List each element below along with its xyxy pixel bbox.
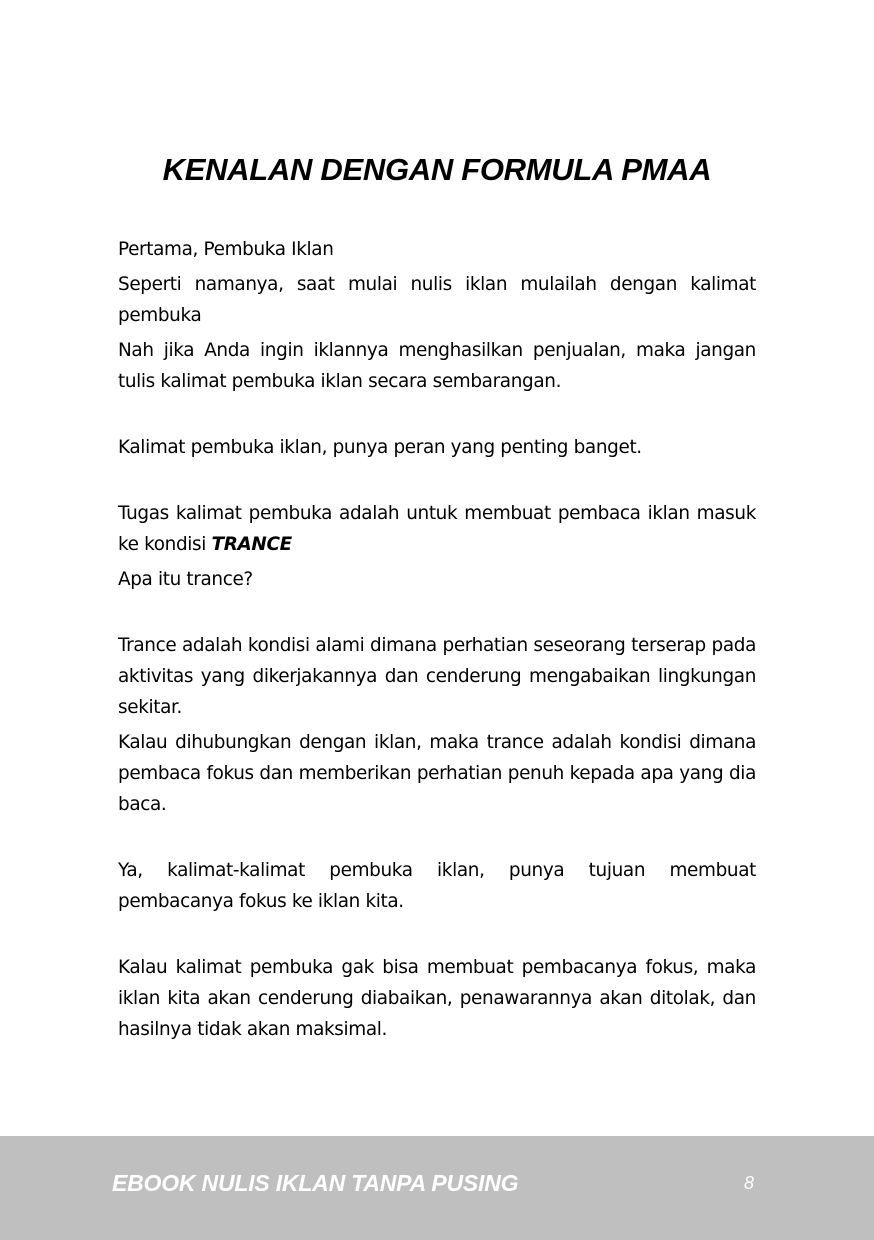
emphasized-term: TRANCE xyxy=(211,534,292,555)
paragraph: Trance adalah kondisi alami dimana perhatian seseorang terserap pada aktivitas yang dikerjakannya dan cenderung mengabaikan lingkungan sekitar. xyxy=(118,635,756,718)
paragraph: Ya, kalimat-kalimat pembuka iklan, punya tujuan membuat pembacanya fokus ke iklan kita. xyxy=(118,860,756,912)
paragraph-question: Apa itu trance? xyxy=(118,569,253,590)
paragraph: Kalau dihubungkan dengan iklan, maka trance adalah kondisi dimana pembaca fokus dan memberikan perhatian penuh kepada apa yang dia baca. xyxy=(118,732,756,815)
page-number: 8 xyxy=(744,1173,755,1193)
paragraph-trance-intro xyxy=(118,498,756,560)
paragraph-opening-heading: Pertama, Pembuka Iklan xyxy=(118,239,334,260)
body-text xyxy=(118,234,756,1049)
footer-book-title: EBOOK NULIS IKLAN TANPA PUSING xyxy=(112,1170,519,1196)
page-title: KENALAN DENGAN FORMULA PMAA xyxy=(162,152,712,187)
paragraph: Kalimat pembuka iklan, punya peran yang penting banget. xyxy=(118,437,642,458)
paragraph-text: Tugas kalimat pembuka adalah untuk membuat pembaca iklan masuk ke kondisi xyxy=(118,503,756,555)
paragraph: Nah jika Anda ingin iklannya menghasilkan penjualan, maka jangan tulis kalimat pembuka iklan secara sembarangan. xyxy=(118,340,756,392)
paragraph: Kalau kalimat pembuka gak bisa membuat pembacanya fokus, maka iklan kita akan cenderung diabaikan, penawarannya akan ditolak, dan hasilnya tidak akan maksimal. xyxy=(118,957,756,1040)
paragraph: Seperti namanya, saat mulai nulis iklan mulailah dengan kalimat pembuka xyxy=(118,274,756,326)
